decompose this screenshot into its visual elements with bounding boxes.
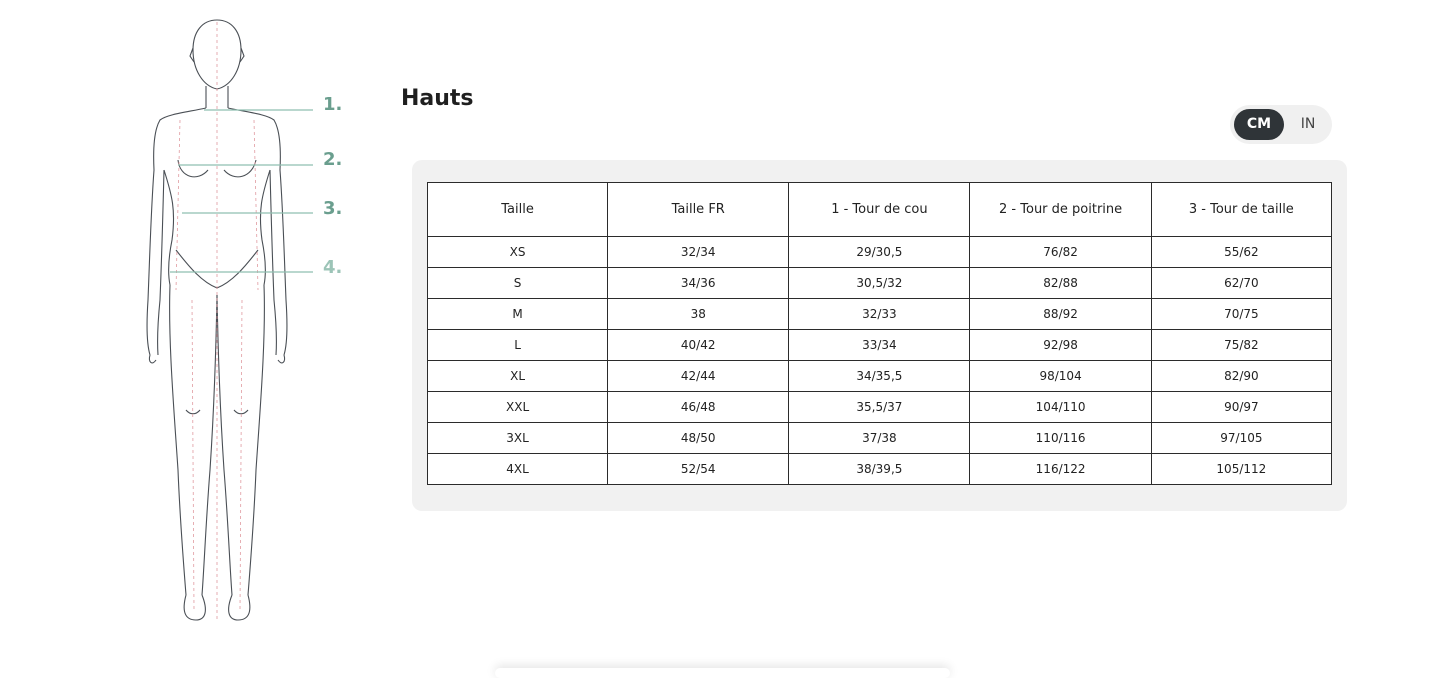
table-cell: 110/116 xyxy=(970,423,1151,454)
table-cell: 34/36 xyxy=(608,268,789,299)
table-cell: 42/44 xyxy=(608,361,789,392)
table-cell: 48/50 xyxy=(608,423,789,454)
table-cell: 62/70 xyxy=(1151,268,1331,299)
table-cell: 46/48 xyxy=(608,392,789,423)
table-cell: 40/42 xyxy=(608,330,789,361)
size-table-panel xyxy=(412,160,1347,511)
table-cell: 105/112 xyxy=(1151,454,1331,485)
table-cell: 90/97 xyxy=(1151,392,1331,423)
table-cell: XS xyxy=(428,237,608,268)
table-cell: 92/98 xyxy=(970,330,1151,361)
table-cell: 38 xyxy=(608,299,789,330)
table-cell: 34/35,5 xyxy=(789,361,970,392)
header-taille-fr: Taille FR xyxy=(608,183,789,237)
table-row xyxy=(428,361,1332,392)
header-tour-de-taille: 3 - Tour de taille xyxy=(1151,183,1331,237)
table-cell: XL xyxy=(428,361,608,392)
table-cell: M xyxy=(428,299,608,330)
table-cell: 98/104 xyxy=(970,361,1151,392)
table-cell: 33/34 xyxy=(789,330,970,361)
table-row xyxy=(428,299,1332,330)
header-taille: Taille xyxy=(428,183,608,237)
table-cell: 3XL xyxy=(428,423,608,454)
body-measurement-figure xyxy=(120,10,360,630)
table-cell: 55/62 xyxy=(1151,237,1331,268)
table-cell: 70/75 xyxy=(1151,299,1331,330)
table-cell: 32/34 xyxy=(608,237,789,268)
table-cell: 82/88 xyxy=(970,268,1151,299)
bottom-card-edge xyxy=(495,668,950,678)
table-cell: 35,5/37 xyxy=(789,392,970,423)
marker-label-3: 3. xyxy=(323,198,343,219)
header-tour-de-cou: 1 - Tour de cou xyxy=(789,183,970,237)
table-cell: 32/33 xyxy=(789,299,970,330)
marker-label-2: 2. xyxy=(323,149,343,170)
table-cell: 37/38 xyxy=(789,423,970,454)
table-cell: 104/110 xyxy=(970,392,1151,423)
table-cell: 52/54 xyxy=(608,454,789,485)
table-cell: 75/82 xyxy=(1151,330,1331,361)
table-cell: 82/90 xyxy=(1151,361,1331,392)
unit-cm-button[interactable]: CM xyxy=(1234,109,1284,140)
table-row xyxy=(428,237,1332,268)
unit-toggle xyxy=(1230,105,1332,144)
table-cell: 30,5/32 xyxy=(789,268,970,299)
table-cell: 29/30,5 xyxy=(789,237,970,268)
table-cell: 97/105 xyxy=(1151,423,1331,454)
table-row xyxy=(428,454,1332,485)
table-row xyxy=(428,392,1332,423)
section-title: Hauts xyxy=(401,86,474,111)
table-cell: XXL xyxy=(428,392,608,423)
size-table xyxy=(427,182,1332,485)
table-cell: 116/122 xyxy=(970,454,1151,485)
table-header-row xyxy=(428,183,1332,237)
marker-label-4: 4. xyxy=(323,257,343,278)
table-row xyxy=(428,268,1332,299)
table-cell: S xyxy=(428,268,608,299)
table-row xyxy=(428,330,1332,361)
table-cell: 76/82 xyxy=(970,237,1151,268)
unit-in-button[interactable]: IN xyxy=(1300,116,1316,132)
table-cell: 4XL xyxy=(428,454,608,485)
marker-label-1: 1. xyxy=(323,94,343,115)
header-tour-de-poitrine: 2 - Tour de poitrine xyxy=(970,183,1151,237)
table-cell: 38/39,5 xyxy=(789,454,970,485)
table-cell: L xyxy=(428,330,608,361)
table-cell: 88/92 xyxy=(970,299,1151,330)
table-row xyxy=(428,423,1332,454)
